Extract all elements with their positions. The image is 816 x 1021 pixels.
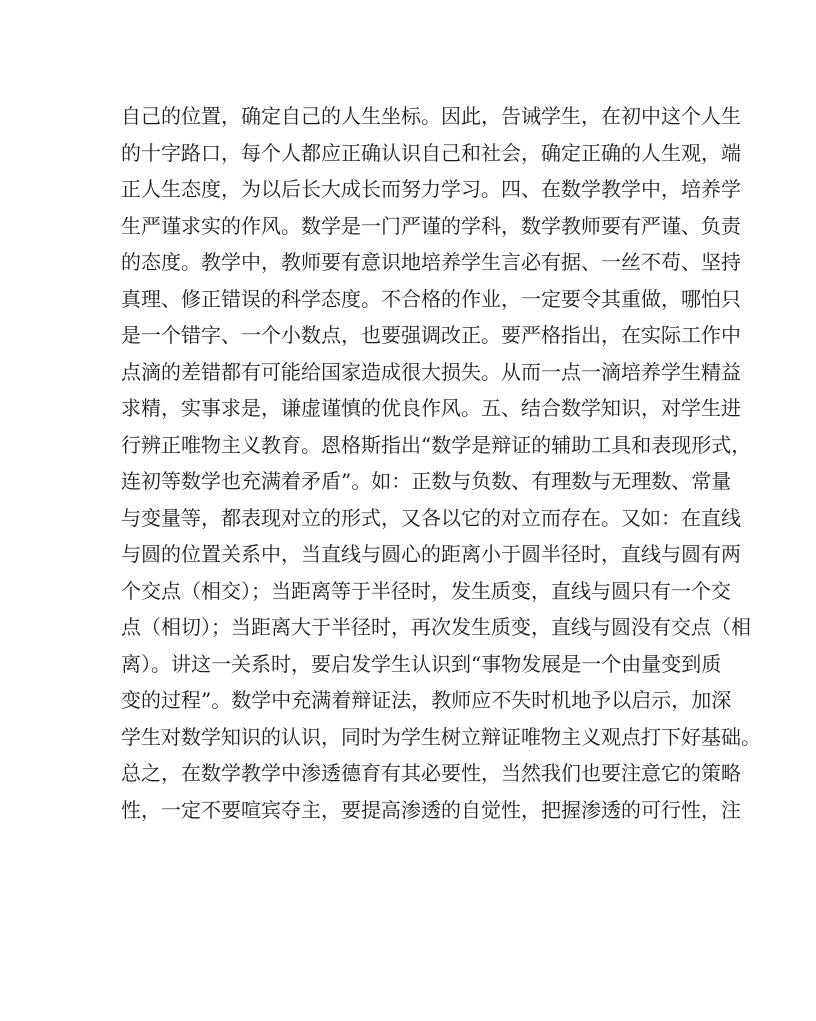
text-line: 总之，在数学教学中渗透德育有其必要性，当然我们也要注意它的策略 xyxy=(121,761,741,785)
text-line: 性，一定不要喧宾夺主，要提高渗透的自觉性，把握渗透的可行性，注 xyxy=(121,797,741,822)
text-line: 变的过程”。数学中充满着辩证法，教师应不失时机地予以启示，加深 xyxy=(121,688,732,712)
text-line: 的态度。教学中，教师要有意识地培养学生言必有据、一丝不苟、坚持 xyxy=(121,250,741,274)
text-line: 点滴的差错都有可能给国家造成很大损失。从而一点一滴培养学生精益 xyxy=(121,359,741,384)
text-line: 是一个错字、一个小数点，也要强调改正。要严格指出，在实际工作中 xyxy=(121,323,741,347)
text-line: 自己的位置，确定自己的人生坐标。因此，告诫学生，在初中这个人生 xyxy=(121,104,741,128)
text-line: 个交点（相交）；当距离等于半径时，发生质变，直线与圆只有一个交 xyxy=(121,578,731,603)
text-line: 学生对数学知识的认识，同时为学生树立辩证唯物主义观点打下好基础。 xyxy=(121,724,761,749)
text-line: 与变量等，都表现对立的形式，又各以它的对立而存在。又如：在直线 xyxy=(121,505,741,530)
text-line: 求精，实事求是，谦虚谨慎的优良作风。五、结合数学知识，对学生进 xyxy=(121,396,741,420)
text-line: 行辨正唯物主义教育。恩格斯指出“数学是辩证的辅助工具和表现形式， xyxy=(121,432,752,457)
text-line: 连初等数学也充满着矛盾”。如：正数与负数、有理数与无理数、常量 xyxy=(121,469,732,493)
text-line: 真理、修正错误的科学态度。不合格的作业，一定要令其重做，哪怕只 xyxy=(121,286,741,311)
text-line: 离）。讲这一关系时，要启发学生认识到“事物发展是一个由量变到质 xyxy=(121,651,722,676)
text-line: 生严谨求实的作风。数学是一门严谨的学科，数学教师要有严谨、负责 xyxy=(121,213,741,238)
text-line: 的十字路口，每个人都应正确认识自己和社会，确定正确的人生观，端 xyxy=(121,140,741,165)
text-line: 与圆的位置关系中，当直线与圆心的距离小于圆半径时，直线与圆有两 xyxy=(121,542,741,566)
text-line: 点（相切）；当距离大于半径时，再次发生质变，直线与圆没有交点（相 xyxy=(121,615,751,639)
text-line: 正人生态度，为以后长大成长而努力学习。四、在数学教学中，培养学 xyxy=(121,177,741,201)
body-text xyxy=(121,98,761,828)
